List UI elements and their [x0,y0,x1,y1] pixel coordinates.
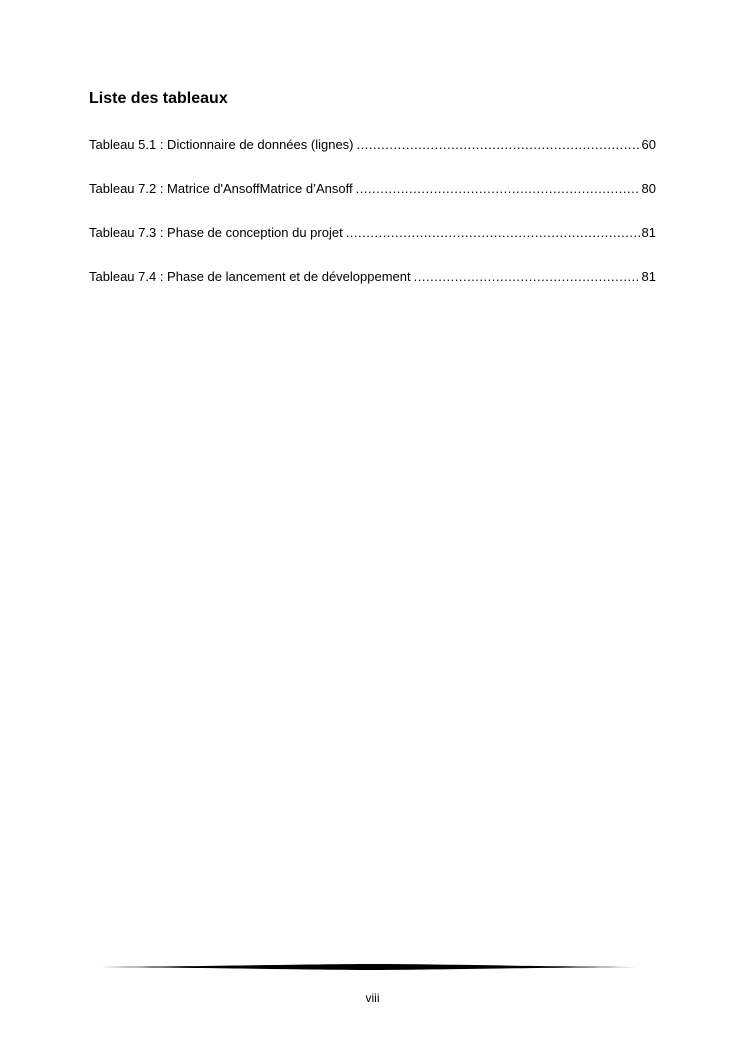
toc-entry-label: Tableau 5.1 : Dictionnaire de données (lignes) [89,137,354,152]
toc-entry-page: 80 [641,181,656,196]
toc-entry-page: 60 [641,137,656,152]
dot-leader [356,180,640,198]
footer-divider [101,961,641,973]
toc-entry-tableau-7-4[interactable] [89,268,656,312]
toc-entry-tableau-7-3[interactable] [89,224,656,268]
table-list [89,136,656,312]
dot-leader [346,224,640,242]
toc-entry-label: Tableau 7.3 : Phase de conception du projet [89,225,343,240]
toc-entry-tableau-7-2[interactable] [89,180,656,224]
toc-entry-label: Tableau 7.4 : Phase de lancement et de développement [89,269,411,284]
dot-leader [357,136,640,154]
toc-entry-label: Tableau 7.2 : Matrice d'AnsoffMatrice d’Ansoff [89,181,353,196]
toc-entry-page: 81 [641,225,656,240]
toc-entry-page: 81 [641,269,656,284]
page-number: viii [365,991,380,1005]
dot-leader [414,268,640,286]
toc-entry-tableau-5-1[interactable] [89,136,656,180]
page-title: Liste des tableaux [89,90,228,107]
